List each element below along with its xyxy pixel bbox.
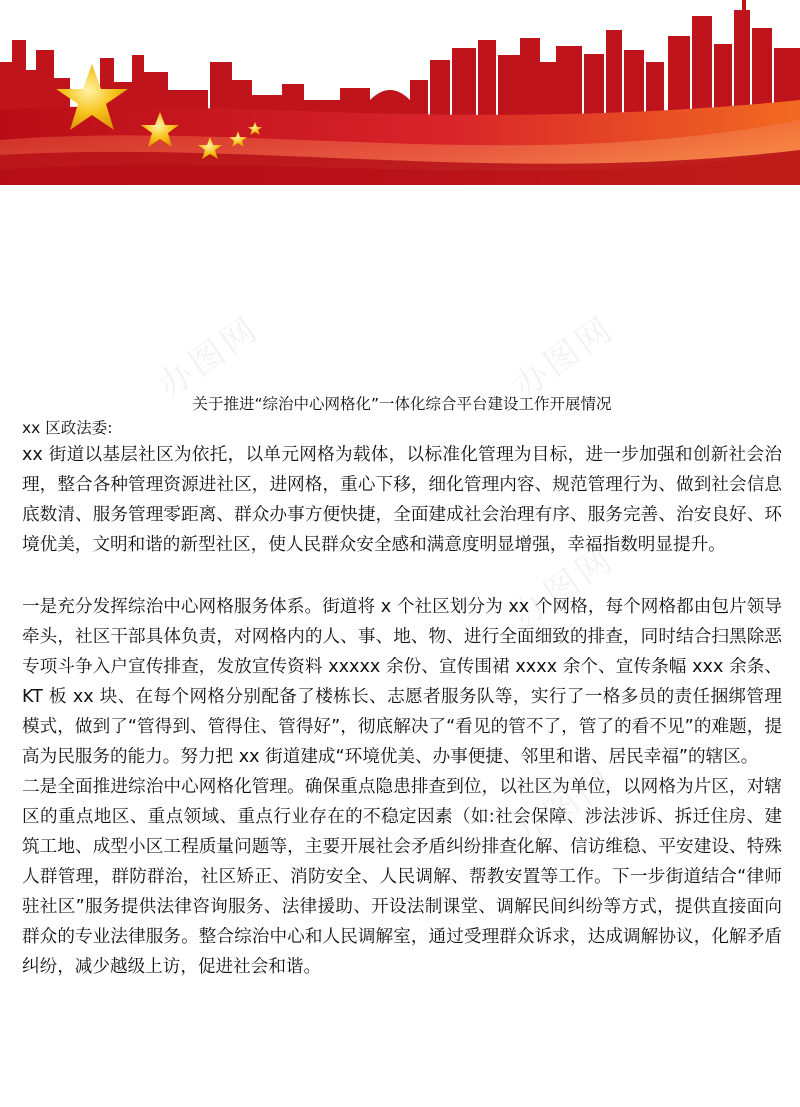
document-body — [22, 392, 782, 982]
paragraph-first: 一是充分发挥综治中心网格服务体系。街道将 x 个社区划分为 xx 个网格，每个网格都由包片领导牵头，社区干部具体负责，对网格内的人、事、地、物、进行全面细致的排查，同时结合扫黑除恶专项斗争入户宣传排查，发放宣传资料 xxxxx 余份、宣传围裙 xxxx 余个、宣传条幅 xxx 余条、KT 板 xx 块、在每个网格分别配备了楼栋长、志愿者服务队等，实行了一格多员的责任捆绑管理模式，做到了“管得到、管得住、管得好”，彻底解决了“看见的管不了，管了的看不见”的难题，提高为民服务的能力。努力把 xx 街道建成“环境优美、办事便捷、邻里和谐、居民幸福”的辖区。 — [22, 597, 782, 767]
paragraph-intro: xx 街道以基层社区为依托，以单元网格为载体，以标准化管理为目标，进一步加强和创新社会治理，整合各种管理资源进社区，进网格，重心下移，细化管理内容、规范管理行为、做到社会信息底数清、服务管理零距离、群众办事方便快捷，全面建成社会治理有序、服务完善、治安良好、环境优美，文明和谐的新型社区，使人民群众安全感和满意度明显增强，幸福指数明显提升。 — [22, 445, 782, 555]
paragraph-spacer — [22, 560, 782, 592]
paragraph-second: 二是全面推进综治中心网格化管理。确保重点隐患排查到位，以社区为单位，以网格为片区，对辖区的重点地区、重点领域、重点行业存在的不稳定因素（如:社会保障、涉法涉诉、拆迁住房、建筑工地、成型小区工程质量问题等，主要开展社会矛盾纠纷排查化解、信访维稳、平安建设、特殊人群管理，群防群治，社区矫正、消防安全、人民调解、帮教安置等工作。下一步街道结合“律师驻社区”服务提供法律咨询服务、法律援助、开设法制课堂、调解民间纠纷等方式，提供直接面向群众的专业法律服务。整合综治中心和人民调解室，通过受理群众诉求，达成调解协议，化解矛盾纠纷，减少越级上访，促进社会和谐。 — [22, 777, 782, 977]
city-skyline-illustration — [0, 0, 800, 190]
recipient-line: xx 区政法委: — [22, 419, 113, 437]
watermark: 办图网 — [505, 538, 623, 637]
document-title: 关于推进“综治中心网格化”一体化综合平台建设工作开展情况 — [192, 395, 612, 413]
watermark: 办图网 — [150, 308, 268, 407]
watermark: 办图网 — [505, 758, 623, 857]
watermark: 办图网 — [505, 308, 623, 407]
header-banner — [0, 0, 800, 190]
